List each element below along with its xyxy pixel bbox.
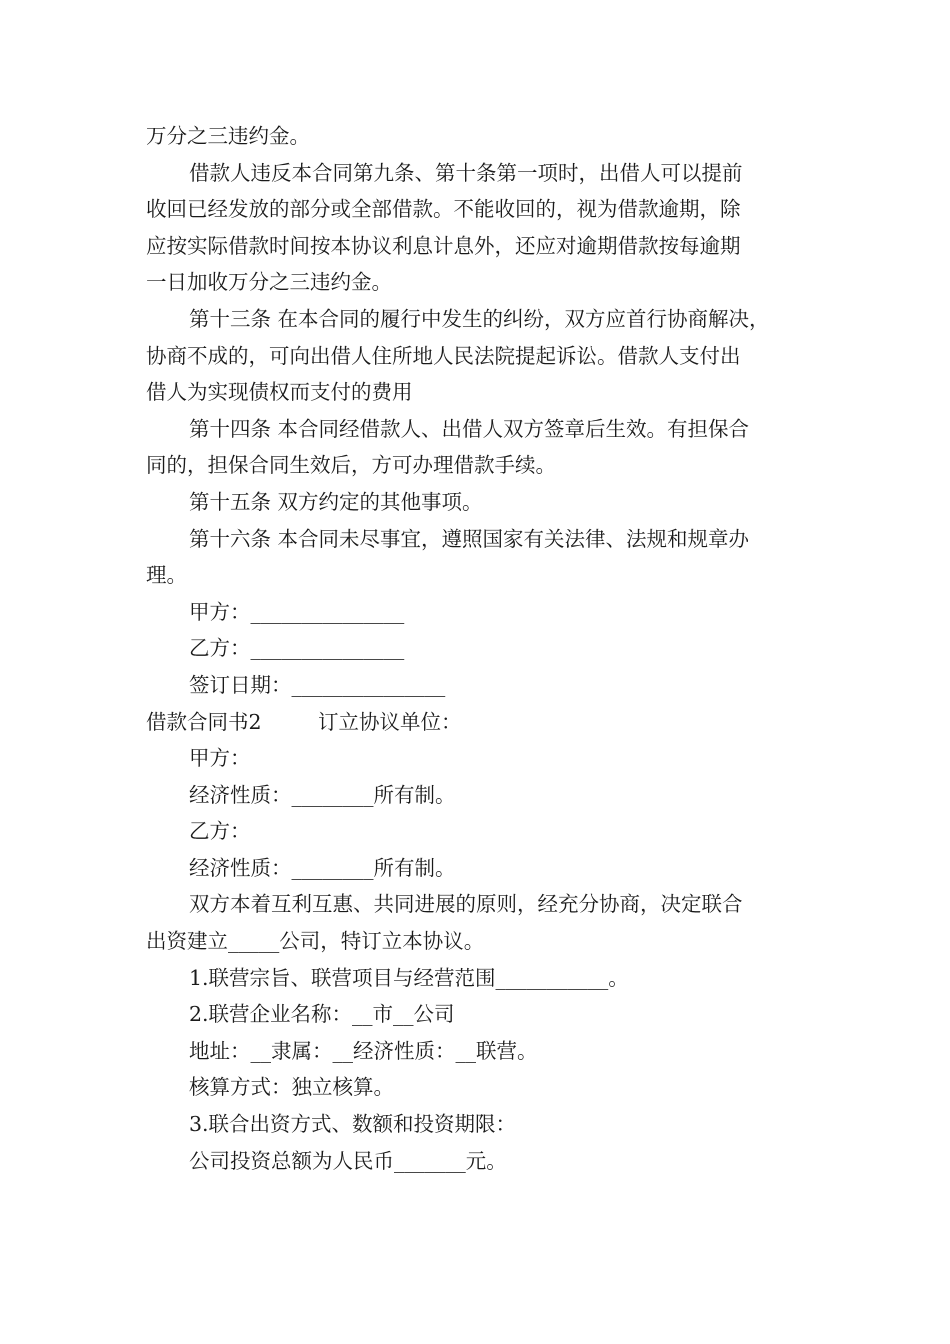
section-2-heading — [146, 704, 810, 741]
party-a-economic-nature: 经济性质：________所有制。 — [189, 782, 456, 807]
paragraph-line: 借人为实现债权而支付的费用 — [146, 380, 413, 405]
section-2-title: 借款合同书2 — [146, 709, 262, 734]
party-a-line: 甲方： — [189, 746, 251, 771]
clause-1-line: 1.联营宗旨、联营项目与经营范围___________。 — [189, 965, 629, 990]
party-b-economic-nature: 经济性质：________所有制。 — [189, 855, 456, 880]
accounting-method-line: 核算方式：独立核算。 — [189, 1075, 394, 1100]
paragraph-line: 一日加收万分之三违约金。 — [146, 270, 392, 295]
party-a-signature-line: 甲方：_______________ — [189, 599, 405, 624]
article-15-line: 第十五条 双方约定的其他事项。 — [189, 489, 483, 514]
paragraph-line: 收回已经发放的部分或全部借款。不能收回的，视为借款逾期，除 — [146, 197, 741, 222]
paragraph-line: 借款人违反本合同第九条、第十条第一项时，出借人可以提前 — [189, 160, 743, 185]
article-14-line: 第十四条 本合同经借款人、出借人双方签章后生效。有担保合 — [189, 416, 750, 441]
paragraph-line: 协商不成的，可向出借人住所地人民法院提起诉讼。借款人支付出 — [146, 343, 741, 368]
party-b-line: 乙方： — [189, 819, 251, 844]
investment-total-line: 公司投资总额为人民币_______元。 — [189, 1148, 507, 1173]
paragraph-line: 双方本着互利互惠、共同进展的原则，经充分协商，决定联合 — [189, 892, 743, 917]
paragraph-line: 同的，担保合同生效后，方可办理借款手续。 — [146, 453, 556, 478]
clause-3-line: 3.联合出资方式、数额和投资期限： — [189, 1112, 517, 1137]
article-13-line: 第十三条 在本合同的履行中发生的纠纷，双方应首行协商解决， — [189, 306, 770, 331]
section-2 — [146, 740, 810, 1179]
party-b-signature-line: 乙方：_______________ — [189, 636, 405, 661]
article-16-line: 第十六条 本合同未尽事宜，遵照国家有关法律、法规和规章办 — [189, 526, 750, 551]
clause-2-line: 2.联营企业名称：__市__公司 — [189, 1002, 455, 1027]
paragraph-line: 理。 — [146, 563, 187, 588]
sign-date-line: 签订日期：_______________ — [189, 672, 446, 697]
address-line: 地址：__隶属：__经济性质：__联营。 — [189, 1038, 538, 1063]
paragraph-line: 万分之三违约金。 — [146, 124, 310, 148]
document-page — [146, 118, 810, 1179]
paragraph-line: 出资建立_____公司，特订立本协议。 — [146, 929, 485, 954]
section-1 — [146, 118, 810, 704]
paragraph-line: 应按实际借款时间按本协议利息计息外，还应对逾期借款按每逾期 — [146, 233, 741, 258]
section-2-subtitle: 订立协议单位： — [318, 709, 462, 734]
